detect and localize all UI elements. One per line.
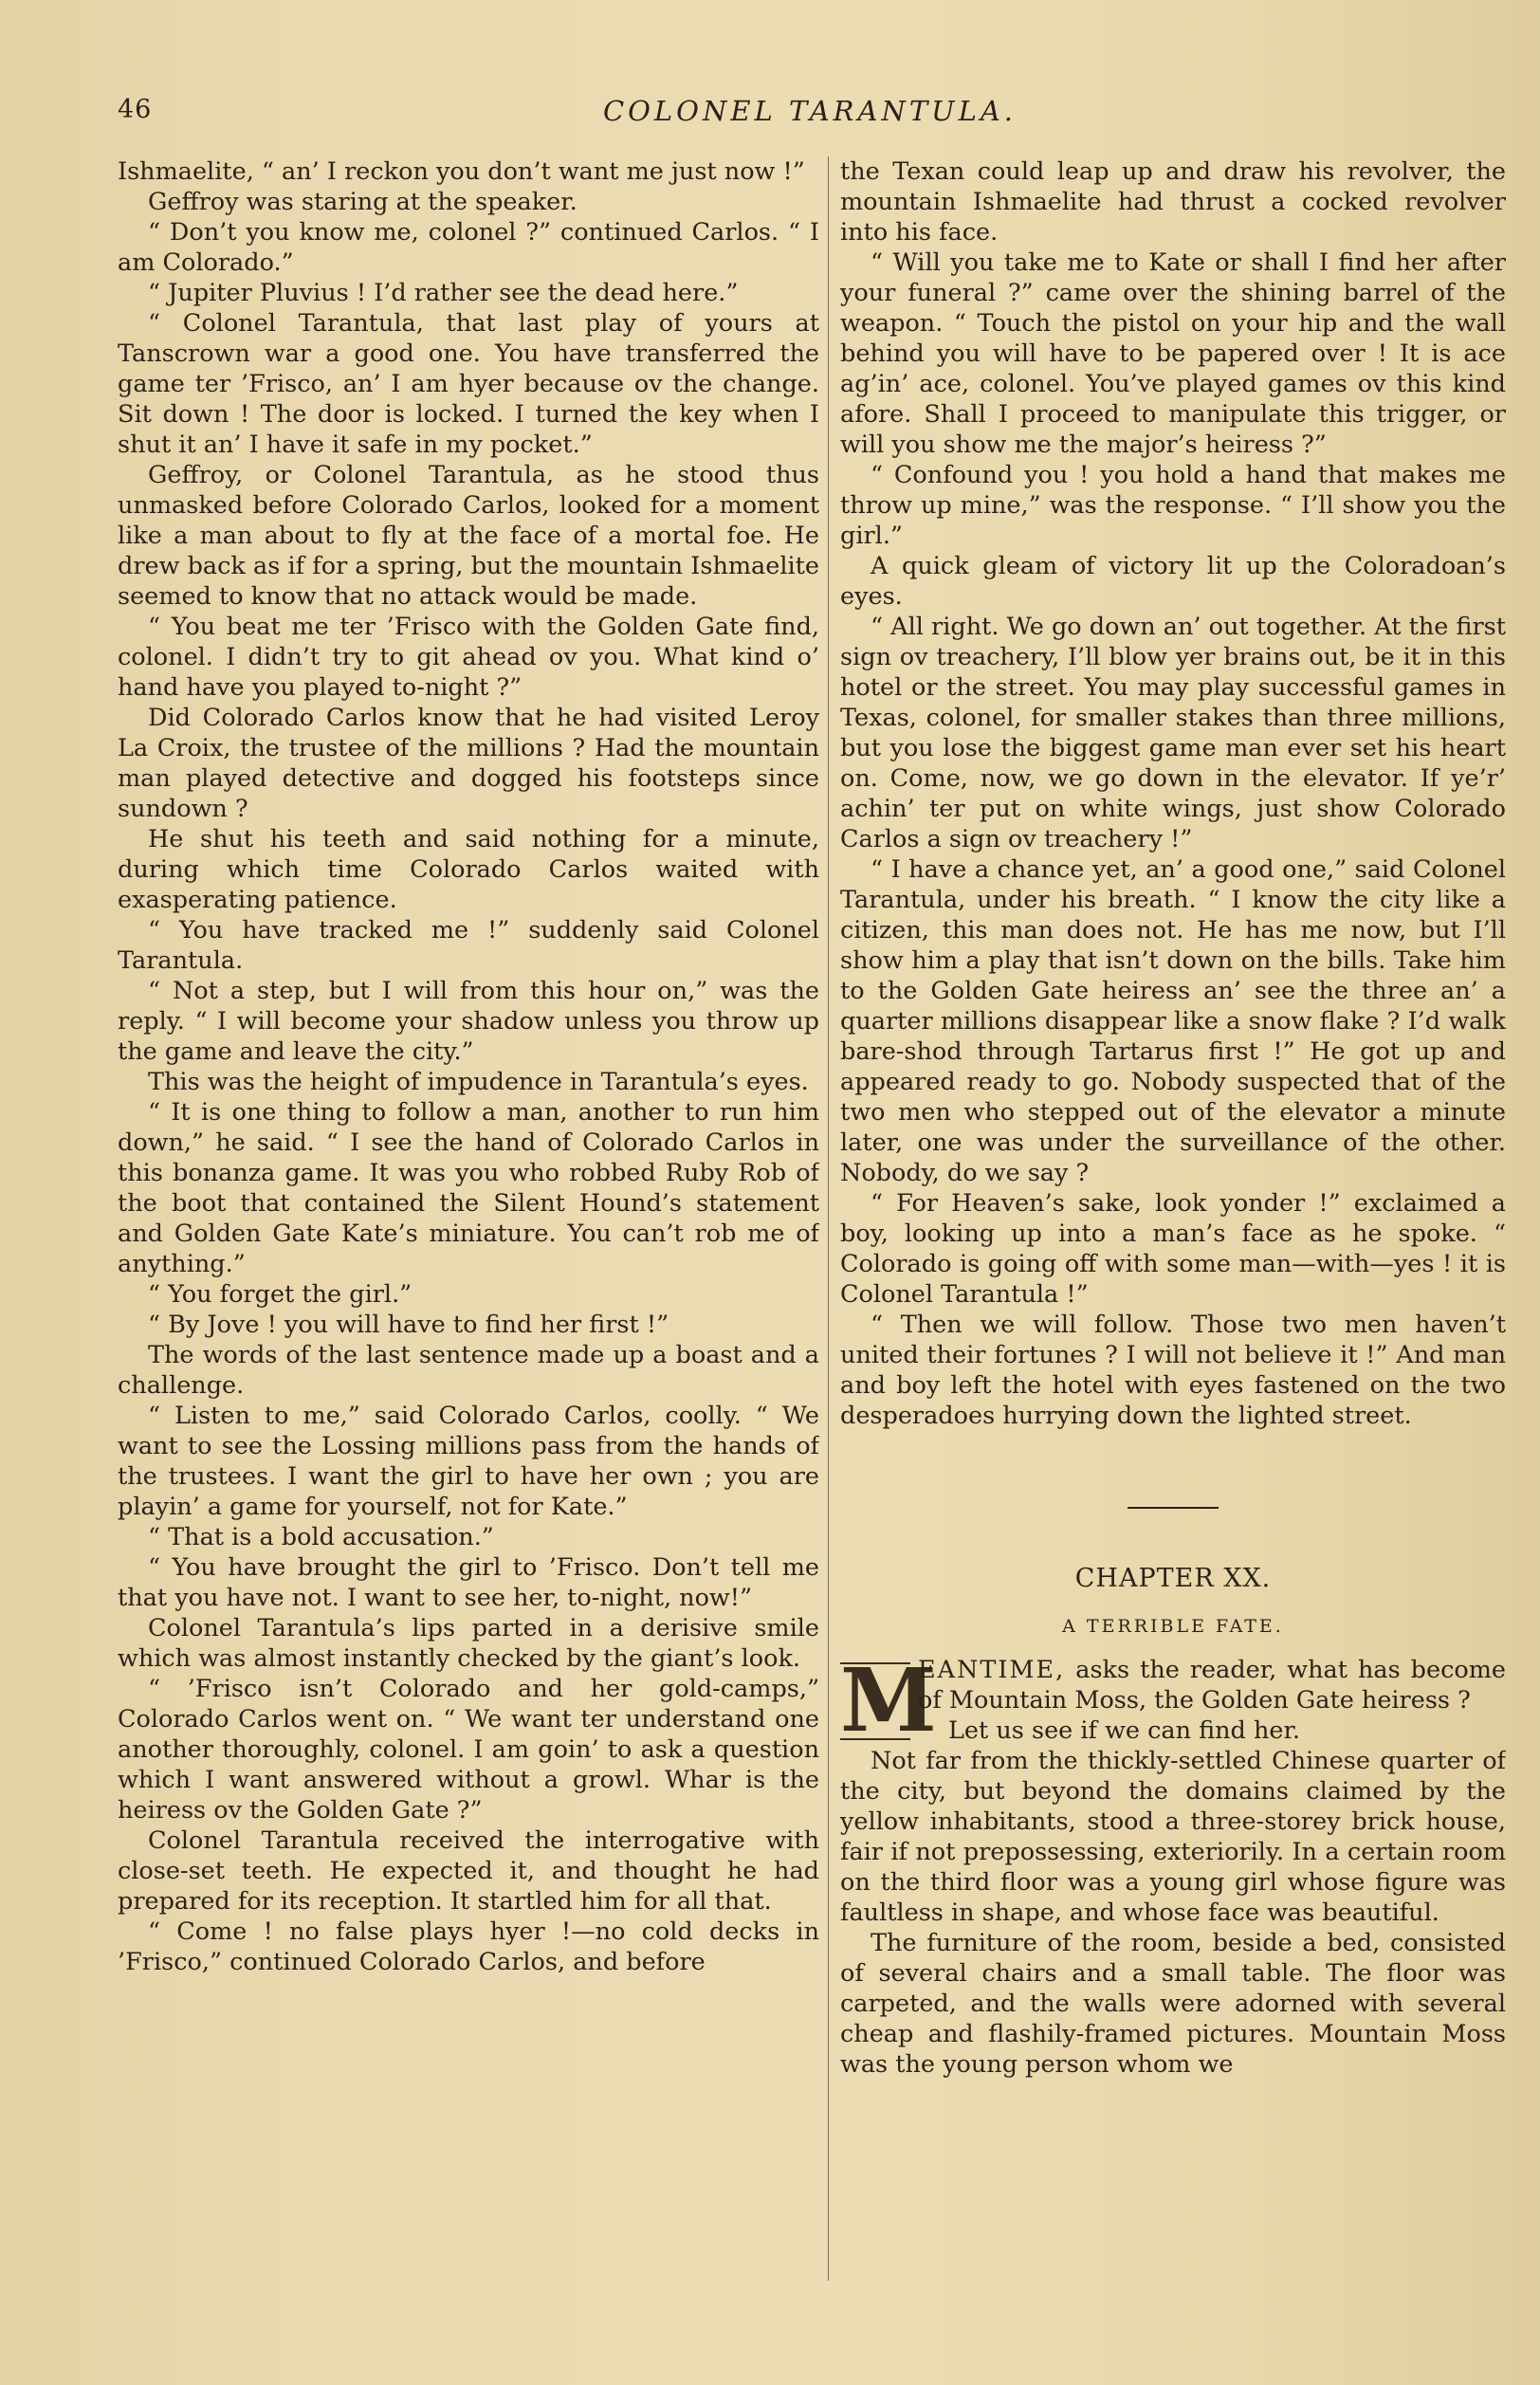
paragraph: Geffroy was staring at the speaker. (148, 188, 578, 216)
left-column (118, 156, 819, 2281)
paragraph: “ Then we will follow. Those two men haven’t united their fortunes ? I will not believe it !” And man and boy left the hotel with eyes fastened on the two desperadoes hurrying down the lighted street. (840, 1311, 1506, 1430)
paragraph: “ You beat me ter ’Frisco with the Golden Gate find, colonel. I didn’t try to git ahead ov you. What kind o’ hand have you played to-night ?” (118, 613, 819, 702)
paragraph: “ I have a chance yet, an’ a good one,” said Colonel Tarantula, under his breath. “ I know the city like a citizen, this man does not. He has me now, but I’ll show him a play that isn’t down on the bills. Take him to the Golden Gate heiress an’ see the three an’ a quarter millions disappear like a snow flake ? I’d walk bare-shod through Tartarus first !” He got up and appeared ready to go. Nobody suspected that of the two men who stepped out of the elevator a minute later, one was under the surveillance of the other. Nobody, do we say ? (840, 855, 1506, 1187)
paragraph: “ Don’t you know me, colonel ?” continued Carlos. “ I am Colorado.” (118, 218, 819, 277)
paragraph: “ Not a step, but I will from this hour on,” was the reply. “ I will become your shadow unless you throw up the game and leave the city.” (118, 977, 819, 1066)
paragraph: “ Come ! no false plays hyer !—no cold decks in ’Frisco,” continued Colorado Carlos, and before (118, 1917, 819, 1976)
running-title: COLONEL TARANTULA. (602, 95, 1018, 127)
paragraph: This was the height of impudence in Tarantula’s eyes. (148, 1068, 809, 1096)
paragraph: Let us see if we can find her. (948, 1716, 1300, 1745)
paragraph: Not far from the thickly-settled Chinese quarter of the city, but beyond the domains claimed by the yellow inhabitants, stood a three-storey brick house, fair if not prepossessing, exteriorily. In a certain room on the third floor was a young girl whose figure was faultless in shape, and whose face was beautiful. (840, 1747, 1506, 1927)
paragraph: He shut his teeth and said nothing for a minute, during which time Colorado Carlos waited with exasperating patience. (118, 825, 819, 914)
paragraph: A quick gleam of victory lit up the Coloradoan’s eyes. (840, 552, 1506, 611)
paragraph: “ You forget the girl.” (148, 1280, 412, 1309)
paragraph: Colonel Tarantula’s lips parted in a derisive smile which was almost instantly checked by the giant’s look. (118, 1614, 819, 1673)
paragraph: the Texan could leap up and draw his revolver, the mountain Ishmaelite had thrust a cocked revolver into his face. (840, 157, 1506, 247)
paragraph: “ It is one thing to follow a man, another to run him down,” he said. “ I see the hand of Colorado Carlos in this bonanza game. It was you who robbed Ruby Rob of the boot that contained the Silent Hound’s statement and Golden Gate Kate’s miniature. You can’t rob me of anything.” (118, 1098, 819, 1278)
right-column (840, 156, 1506, 2281)
page-number: 46 (118, 95, 153, 124)
paragraph: Did Colorado Carlos know that he had visited Leroy La Croix, the trustee of the millions ? Had the mountain man played detective and dogged his footsteps since sundown ? (118, 704, 819, 823)
paragraph: “ For Heaven’s sake, look yonder !” exclaimed a boy, looking up into a man’s face as he spoke. “ Colorado is going off with some man—with—yes ! it is Colonel Tarantula !” (840, 1189, 1506, 1309)
first-paragraph-text: asks the reader, what has become of Mountain Moss, the Golden Gate heiress ? (918, 1656, 1506, 1715)
chapter-heading: CHAPTER XX. (1074, 1564, 1272, 1593)
page-header (118, 95, 1502, 142)
paragraph: “ That is a bold accusation.” (148, 1523, 494, 1551)
paragraph: Ishmaelite, “ an’ I reckon you don’t want me just now !” (118, 157, 805, 186)
paragraph: “ Jupiter Pluvius ! I’d rather see the dead here.” (148, 279, 739, 307)
first-word: EANTIME, (918, 1656, 1066, 1684)
drop-cap: M (840, 1649, 937, 1752)
paragraph: “ Will you take me to Kate or shall I find her after your funeral ?” came over the shining barrel of the weapon. “ Touch the pistol on your hip and the wall behind you will have to be papered over ! It is ace ag’in’ ace, colonel. You’ve played games ov this kind afore. Shall I proceed to manipulate this trigger, or will you show me the major’s heiress ?” (840, 248, 1506, 459)
paragraph: “ ’Frisco isn’t Colorado and her gold-camps,” Colorado Carlos went on. “ We want ter understand one another thoroughly, colonel. I am goin’ to ask a question which I want answered without a growl. Whar is the heiress ov the Golden Gate ?” (118, 1675, 819, 1825)
paragraph: “ You have tracked me !” suddenly said Colonel Tarantula. (118, 916, 819, 975)
chapter-rule (1128, 1507, 1219, 1509)
paragraph: “ Confound you ! you hold a hand that makes me throw up mine,” was the response. “ I’ll show you the girl.” (840, 461, 1506, 550)
paragraph: Colonel Tarantula received the interrogative with close-set teeth. He expected it, and thought he had prepared for its reception. It startled him for all that. (118, 1826, 819, 1916)
paragraph: “ You have brought the girl to ’Frisco. Don’t tell me that you have not. I want to see her, to-night, now!” (118, 1553, 819, 1612)
chapter-subtitle: A TERRIBLE FATE. (1062, 1616, 1284, 1637)
paragraph: “ Colonel Tarantula, that last play of yours at Tanscrown war a good one. You have transferred the game ter ’Frisco, an’ I am hyer because ov the change. Sit down ! The door is locked. I turned the key when I shut it an’ I have it safe in my pocket.” (118, 309, 819, 459)
paragraph: The words of the last sentence made up a boast and a challenge. (118, 1341, 819, 1400)
column-divider (828, 156, 829, 2281)
paragraph: “ By Jove ! you will have to find her first !” (148, 1311, 669, 1339)
paragraph: Geffroy, or Colonel Tarantula, as he stood thus unmasked before Colorado Carlos, looked for a moment like a man about to fly at the face of a mortal foe. He drew back as if for a spring, but the mountain Ishmaelite seemed to know that no attack would be made. (118, 461, 819, 611)
paragraph: “ All right. We go down an’ out together. At the first sign ov treachery, I’ll blow yer brains out, be it in this hotel or the street. You may play successful games in Texas, colonel, for smaller stakes than three millions, but you lose the biggest game man ever set his heart on. Come, now, we go down in the elevator. If ye’r’ achin’ ter put on white wings, just show Colorado Carlos a sign ov treachery !” (840, 613, 1506, 853)
paragraph: “ Listen to me,” said Colorado Carlos, coolly. “ We want to see the Lossing millions pass from the hands of the trustees. I want the girl to have her own ; you are playin’ a game for yourself, not for Kate.” (118, 1402, 819, 1521)
paragraph: The furniture of the room, beside a bed, consisted of several chairs and a small table. The floor was carpeted, and the walls were adorned with several cheap and flashily-framed pictures. Mountain Moss was the young person whom we (840, 1929, 1506, 2079)
